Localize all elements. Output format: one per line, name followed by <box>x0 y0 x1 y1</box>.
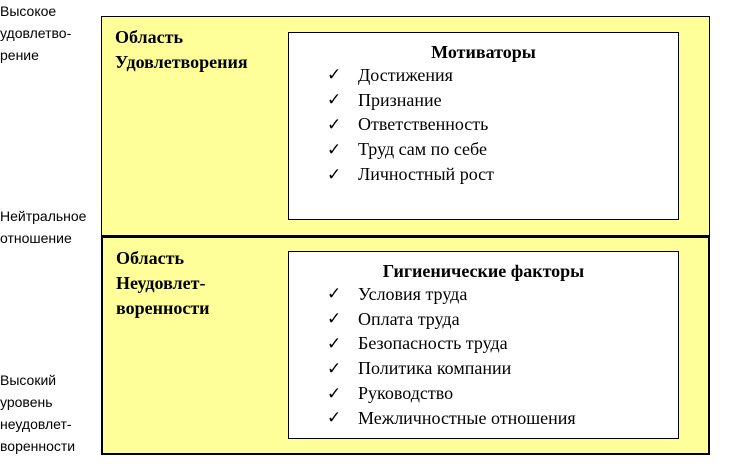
list-item: ✓ Ответственность <box>327 114 489 135</box>
checkmark-icon: ✓ <box>327 408 342 428</box>
list-item: ✓ Достижения <box>327 64 453 85</box>
motivators-list <box>289 63 678 187</box>
checkmark-icon: ✓ <box>327 65 342 85</box>
checkmark-icon: ✓ <box>327 358 342 378</box>
list-item: ✓ Руководство <box>327 383 454 404</box>
list-item: ✓ Межличностные отношения <box>327 407 576 428</box>
list-item: ✓ Признание <box>327 89 442 110</box>
hygiene-factors-list <box>289 282 678 431</box>
motivators-box <box>288 32 679 220</box>
checkmark-icon: ✓ <box>327 90 342 110</box>
checkmark-icon: ✓ <box>327 333 342 353</box>
label-high-satisfaction: Высокое удовлетво- рение <box>0 3 72 63</box>
hygiene-factors-box <box>288 251 679 439</box>
list-item: ✓ Личностный рост <box>327 164 494 185</box>
checkmark-icon: ✓ <box>327 114 342 134</box>
checkmark-icon: ✓ <box>327 164 342 184</box>
checkmark-icon: ✓ <box>327 139 342 159</box>
checkmark-icon: ✓ <box>327 309 342 329</box>
list-item: ✓ Труд сам по себе <box>327 139 487 160</box>
motivators-heading: Мотиваторы <box>431 42 536 62</box>
satisfaction-zone-title: Область Удовлетворения <box>115 27 248 72</box>
list-item: ✓ Условия труда <box>327 283 468 304</box>
list-item: ✓ Оплата труда <box>327 308 460 329</box>
checkmark-icon: ✓ <box>327 383 342 403</box>
label-high-dissatisfaction: Высокий уровень неудовлет- воренности <box>0 372 76 454</box>
list-item: ✓ Безопасность труда <box>327 333 508 354</box>
list-item: ✓ Политика компании <box>327 358 512 379</box>
label-neutral: Нейтральное отношение <box>0 208 87 246</box>
dissatisfaction-zone-title: Область Неудовлет- воренности <box>116 248 210 318</box>
hygiene-factors-heading: Гигиенические факторы <box>382 261 585 281</box>
checkmark-icon: ✓ <box>327 284 342 304</box>
